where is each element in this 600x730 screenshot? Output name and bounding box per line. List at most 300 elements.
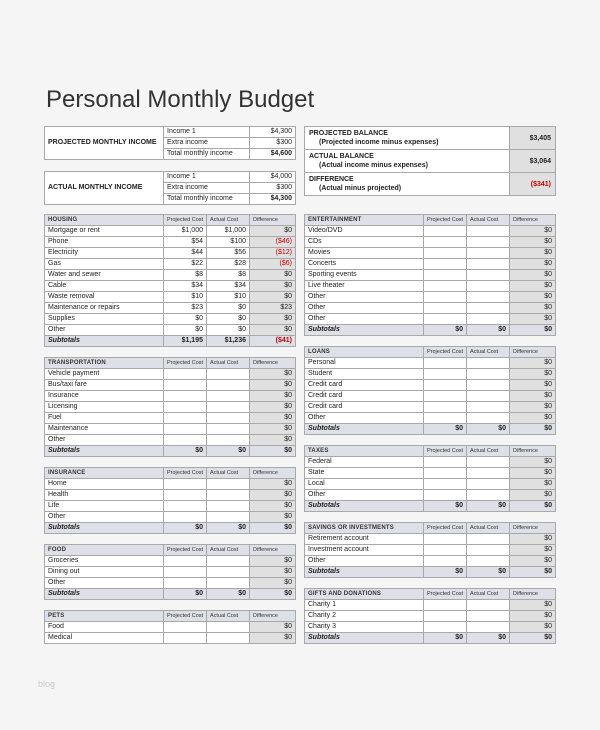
table-row: [305, 237, 556, 248]
projected-cost-cell[interactable]: [164, 402, 207, 413]
difference-cell: $0: [250, 501, 296, 512]
row-label: Health: [45, 490, 164, 501]
row-label: Gas: [45, 259, 164, 270]
income-value[interactable]: $4,300: [250, 127, 296, 138]
actual-income-label: ACTUAL MONTHLY INCOME: [45, 172, 164, 205]
projected-cost-cell[interactable]: [424, 556, 467, 567]
projected-cost-cell[interactable]: [164, 622, 207, 633]
difference-cell: $0: [510, 468, 556, 479]
projected-cost-cell[interactable]: [424, 479, 467, 490]
subtotal-row: [45, 446, 296, 457]
subtotal-difference: $0: [510, 424, 556, 435]
projected-cost-cell[interactable]: [424, 490, 467, 501]
row-label: Credit card: [305, 391, 424, 402]
table-row: [305, 402, 556, 413]
projected-cost-cell[interactable]: [424, 281, 467, 292]
row-label: Federal: [305, 457, 424, 468]
actual-cost-cell[interactable]: $0: [207, 325, 250, 336]
projected-cost-cell[interactable]: [164, 369, 207, 380]
table-row: [45, 325, 296, 336]
table-row: [305, 292, 556, 303]
actual-cost-cell[interactable]: [207, 556, 250, 567]
actual-cost-cell[interactable]: [467, 226, 510, 237]
row-label: Charity 2: [305, 611, 424, 622]
projected-cost-cell[interactable]: $34: [164, 281, 207, 292]
difference-cell: ($46): [250, 237, 296, 248]
row-label: Concerts: [305, 259, 424, 270]
row-label: Food: [45, 622, 164, 633]
difference-cell: $0: [250, 633, 296, 644]
projected-cost-cell[interactable]: [164, 512, 207, 523]
row-label: Medical: [45, 633, 164, 644]
projected-cost-cell[interactable]: [164, 424, 207, 435]
income-total: $4,600: [250, 149, 296, 160]
column-header-actual: Actual Cost: [207, 611, 250, 622]
table-row: [305, 226, 556, 237]
income-value[interactable]: $300: [250, 138, 296, 149]
table-row: [45, 237, 296, 248]
section-title: FOOD: [45, 545, 164, 556]
column-header-projected: Projected Cost: [424, 523, 467, 534]
subtotal-row: [45, 523, 296, 534]
actual-cost-cell[interactable]: [207, 501, 250, 512]
difference-cell: $0: [510, 545, 556, 556]
subtotal-label: Subtotals: [45, 446, 164, 457]
projected-cost-cell[interactable]: $0: [164, 325, 207, 336]
actual-cost-cell[interactable]: $28: [207, 259, 250, 270]
actual-cost-cell[interactable]: [467, 292, 510, 303]
table-row: [45, 380, 296, 391]
difference-cell: $0: [510, 479, 556, 490]
row-label: Other: [305, 303, 424, 314]
difference-cell: $0: [510, 490, 556, 501]
projected-cost-cell[interactable]: [164, 391, 207, 402]
projected-cost-cell[interactable]: [164, 501, 207, 512]
subtotal-projected: $0: [424, 501, 467, 512]
section-title: SAVINGS OR INVESTMENTS: [305, 523, 424, 534]
actual-cost-cell[interactable]: $0: [207, 314, 250, 325]
difference-cell: $0: [510, 600, 556, 611]
subtotal-difference: $0: [250, 589, 296, 600]
income-label: Total monthly income: [164, 149, 250, 160]
row-label: Other: [305, 292, 424, 303]
actual-cost-cell[interactable]: [467, 369, 510, 380]
row-label: Credit card: [305, 402, 424, 413]
actual-cost-cell[interactable]: [207, 424, 250, 435]
column-header-projected: Projected Cost: [164, 545, 207, 556]
actual-cost-cell[interactable]: [467, 380, 510, 391]
table-row: [45, 578, 296, 589]
actual-cost-cell[interactable]: [467, 402, 510, 413]
table-row: [45, 479, 296, 490]
row-label: Charity 3: [305, 622, 424, 633]
row-label: Other: [305, 413, 424, 424]
column-header-actual: Actual Cost: [467, 347, 510, 358]
difference-cell: $0: [510, 622, 556, 633]
expense-section-savings-or-investments: [304, 522, 556, 578]
projected-cost-cell[interactable]: [424, 600, 467, 611]
projected-cost-cell[interactable]: [424, 534, 467, 545]
difference-cell: $0: [510, 556, 556, 567]
projected-cost-cell[interactable]: [424, 270, 467, 281]
column-header-actual: Actual Cost: [467, 215, 510, 226]
table-row: [305, 413, 556, 424]
expense-section-transportation: [44, 357, 296, 457]
column-header-actual: Actual Cost: [207, 545, 250, 556]
projected-cost-cell[interactable]: $54: [164, 237, 207, 248]
column-header-difference: Difference: [250, 468, 296, 479]
actual-cost-cell[interactable]: [467, 237, 510, 248]
row-label: Fuel: [45, 413, 164, 424]
projected-cost-cell[interactable]: [424, 545, 467, 556]
column-header-actual: Actual Cost: [207, 468, 250, 479]
difference-cell: $0: [510, 413, 556, 424]
difference-cell: $0: [250, 270, 296, 281]
actual-cost-cell[interactable]: [467, 303, 510, 314]
subtotal-projected: $0: [424, 567, 467, 578]
table-row: [45, 413, 296, 424]
row-label: Live theater: [305, 281, 424, 292]
table-row: [305, 622, 556, 633]
actual-cost-cell[interactable]: $1,000: [207, 226, 250, 237]
balance-summary-table: [304, 126, 556, 196]
projected-cost-cell[interactable]: [164, 633, 207, 644]
difference-cell: $0: [250, 325, 296, 336]
table-row: [45, 435, 296, 446]
projected-cost-cell[interactable]: [164, 578, 207, 589]
column-header-projected: Projected Cost: [424, 215, 467, 226]
table-row: [305, 600, 556, 611]
table-row: [45, 402, 296, 413]
projected-cost-cell[interactable]: [424, 611, 467, 622]
actual-cost-cell[interactable]: [467, 622, 510, 633]
actual-cost-cell[interactable]: [467, 270, 510, 281]
difference-cell: $0: [250, 226, 296, 237]
actual-cost-cell[interactable]: $34: [207, 281, 250, 292]
actual-cost-cell[interactable]: $10: [207, 292, 250, 303]
actual-cost-cell[interactable]: [467, 391, 510, 402]
projected-cost-cell[interactable]: [424, 468, 467, 479]
projected-cost-cell[interactable]: [164, 435, 207, 446]
projected-cost-cell[interactable]: [424, 226, 467, 237]
difference-cell: $0: [510, 281, 556, 292]
projected-cost-cell[interactable]: $44: [164, 248, 207, 259]
actual-cost-cell[interactable]: [207, 490, 250, 501]
projected-cost-cell[interactable]: [424, 402, 467, 413]
difference-cell: $0: [250, 402, 296, 413]
difference-cell: ($6): [250, 259, 296, 270]
subtotal-label: Subtotals: [305, 424, 424, 435]
subtotal-label: Subtotals: [305, 501, 424, 512]
difference-label: DIFFERENCE (Actual minus projected): [305, 173, 510, 196]
actual-cost-cell[interactable]: [207, 633, 250, 644]
projected-cost-cell[interactable]: [424, 457, 467, 468]
table-row: [305, 358, 556, 369]
income-value[interactable]: $4,000: [250, 172, 296, 183]
table-row: [45, 303, 296, 314]
actual-cost-cell[interactable]: [207, 380, 250, 391]
difference-cell: $0: [510, 391, 556, 402]
row-label: Other: [45, 325, 164, 336]
projected-cost-cell[interactable]: [424, 413, 467, 424]
subtotal-difference: $0: [250, 523, 296, 534]
row-label: Sporting events: [305, 270, 424, 281]
difference-cell: $0: [250, 380, 296, 391]
projected-cost-cell[interactable]: [164, 413, 207, 424]
difference-cell: $0: [510, 292, 556, 303]
actual-cost-cell[interactable]: [467, 534, 510, 545]
difference-cell: $0: [250, 292, 296, 303]
table-row: [45, 556, 296, 567]
actual-cost-cell[interactable]: [207, 435, 250, 446]
page-title: Personal Monthly Budget: [46, 86, 315, 113]
subtotal-actual: $0: [467, 633, 510, 644]
actual-cost-cell[interactable]: [467, 479, 510, 490]
row-label: Video/DVD: [305, 226, 424, 237]
table-row: [305, 303, 556, 314]
projected-cost-cell[interactable]: [424, 369, 467, 380]
actual-cost-cell[interactable]: [467, 545, 510, 556]
difference-cell: $0: [250, 413, 296, 424]
actual-cost-cell[interactable]: $0: [207, 303, 250, 314]
actual-cost-cell[interactable]: [467, 259, 510, 270]
actual-cost-cell[interactable]: [467, 281, 510, 292]
actual-cost-cell[interactable]: [467, 468, 510, 479]
projected-cost-cell[interactable]: $22: [164, 259, 207, 270]
row-label: Home: [45, 479, 164, 490]
subtotal-row: [305, 501, 556, 512]
difference-cell: $0: [250, 512, 296, 523]
subtotal-actual: $0: [207, 523, 250, 534]
table-row: [305, 270, 556, 281]
actual-cost-cell[interactable]: $56: [207, 248, 250, 259]
expense-section-entertainment: [304, 214, 556, 336]
table-row: [305, 534, 556, 545]
column-header-difference: Difference: [510, 523, 556, 534]
table-row: [45, 369, 296, 380]
column-header-difference: Difference: [250, 545, 296, 556]
actual-cost-cell[interactable]: [207, 391, 250, 402]
difference-cell: $0: [510, 358, 556, 369]
projected-cost-cell[interactable]: [164, 380, 207, 391]
subtotal-row: [305, 567, 556, 578]
table-row: [305, 369, 556, 380]
row-label: Mortgage or rent: [45, 226, 164, 237]
actual-cost-cell[interactable]: [207, 479, 250, 490]
column-header-projected: Projected Cost: [424, 589, 467, 600]
column-header-difference: Difference: [510, 347, 556, 358]
difference-cell: $0: [510, 369, 556, 380]
projected-cost-cell[interactable]: $0: [164, 314, 207, 325]
expense-section-taxes: [304, 445, 556, 512]
difference-cell: $0: [510, 534, 556, 545]
row-label: Charity 1: [305, 600, 424, 611]
table-row: [45, 226, 296, 237]
subtotal-label: Subtotals: [45, 589, 164, 600]
subtotal-row: [305, 325, 556, 336]
table-row: [305, 556, 556, 567]
subtotal-actual: $1,236: [207, 336, 250, 347]
projected-cost-cell[interactable]: [164, 490, 207, 501]
projected-income-label: PROJECTED MONTHLY INCOME: [45, 127, 164, 160]
expense-section-gifts-and-donations: [304, 588, 556, 644]
difference-cell: $0: [250, 622, 296, 633]
section-title: TAXES: [305, 446, 424, 457]
projected-cost-cell[interactable]: [164, 556, 207, 567]
table-row: [45, 633, 296, 644]
subtotal-actual: $0: [207, 589, 250, 600]
actual-cost-cell[interactable]: [467, 314, 510, 325]
row-label: Insurance: [45, 391, 164, 402]
row-label: Vehicle payment: [45, 369, 164, 380]
subtotal-difference: ($41): [250, 336, 296, 347]
projected-cost-cell[interactable]: $10: [164, 292, 207, 303]
expense-section-insurance: [44, 467, 296, 534]
subtotal-label: Subtotals: [45, 523, 164, 534]
difference-cell: $0: [510, 259, 556, 270]
table-row: [45, 391, 296, 402]
actual-cost-cell[interactable]: [467, 490, 510, 501]
subtotal-label: Subtotals: [305, 633, 424, 644]
difference-cell: $23: [250, 303, 296, 314]
row-label: Bus/taxi fare: [45, 380, 164, 391]
difference-cell: $0: [250, 556, 296, 567]
subtotal-row: [45, 589, 296, 600]
income-label: Income 1: [164, 172, 250, 183]
actual-cost-cell[interactable]: [467, 611, 510, 622]
column-header-actual: Actual Cost: [207, 215, 250, 226]
actual-cost-cell[interactable]: [207, 369, 250, 380]
difference-cell: ($12): [250, 248, 296, 259]
subtotal-label: Subtotals: [305, 325, 424, 336]
table-row: [45, 248, 296, 259]
projected-cost-cell[interactable]: [424, 248, 467, 259]
column-header-difference: Difference: [250, 611, 296, 622]
actual-cost-cell[interactable]: $100: [207, 237, 250, 248]
actual-cost-cell[interactable]: [467, 413, 510, 424]
projected-cost-cell[interactable]: [424, 259, 467, 270]
projected-cost-cell[interactable]: [164, 567, 207, 578]
section-title: GIFTS AND DONATIONS: [305, 589, 424, 600]
table-row: [305, 391, 556, 402]
projected-cost-cell[interactable]: [424, 314, 467, 325]
projected-cost-cell[interactable]: [424, 622, 467, 633]
projected-cost-cell[interactable]: [424, 303, 467, 314]
row-label: Water and sewer: [45, 270, 164, 281]
difference-cell: $0: [250, 369, 296, 380]
watermark: blog: [38, 679, 56, 689]
actual-cost-cell[interactable]: [467, 556, 510, 567]
left-expense-column: [44, 214, 295, 644]
actual-cost-cell[interactable]: [207, 567, 250, 578]
subtotal-projected: $0: [164, 446, 207, 457]
projected-cost-cell[interactable]: [424, 237, 467, 248]
row-label: Licensing: [45, 402, 164, 413]
table-row: [305, 490, 556, 501]
table-row: [305, 457, 556, 468]
row-label: Supplies: [45, 314, 164, 325]
difference-cell: $0: [250, 314, 296, 325]
projected-cost-cell[interactable]: [424, 391, 467, 402]
actual-cost-cell[interactable]: [207, 622, 250, 633]
subtotal-row: [305, 424, 556, 435]
column-header-difference: Difference: [510, 589, 556, 600]
row-label: Credit card: [305, 380, 424, 391]
column-header-projected: Projected Cost: [164, 358, 207, 369]
row-label: Phone: [45, 237, 164, 248]
row-label: Waste removal: [45, 292, 164, 303]
projected-cost-cell[interactable]: [424, 380, 467, 391]
row-label: Other: [305, 556, 424, 567]
actual-cost-cell[interactable]: [467, 600, 510, 611]
row-label: Electricity: [45, 248, 164, 259]
difference-cell: $0: [510, 270, 556, 281]
difference-cell: $0: [510, 303, 556, 314]
subtotal-actual: $0: [467, 325, 510, 336]
income-label: Total monthly income: [164, 194, 250, 205]
actual-cost-cell[interactable]: [207, 512, 250, 523]
subtotal-projected: $0: [164, 523, 207, 534]
table-row: [305, 545, 556, 556]
subtotal-row: [45, 336, 296, 347]
actual-cost-cell[interactable]: $8: [207, 270, 250, 281]
difference-cell: $0: [250, 578, 296, 589]
actual-cost-cell[interactable]: [207, 413, 250, 424]
actual-cost-cell[interactable]: [467, 358, 510, 369]
column-header-difference: Difference: [510, 446, 556, 457]
actual-cost-cell[interactable]: [207, 578, 250, 589]
section-title: PETS: [45, 611, 164, 622]
row-label: Maintenance: [45, 424, 164, 435]
actual-balance-label: ACTUAL BALANCE (Actual income minus expenses): [305, 150, 510, 173]
projected-cost-cell[interactable]: [164, 479, 207, 490]
actual-balance-value: $3,064: [510, 150, 556, 173]
row-label: Retirement account: [305, 534, 424, 545]
projected-cost-cell[interactable]: $8: [164, 270, 207, 281]
subtotal-difference: $0: [250, 446, 296, 457]
projected-cost-cell[interactable]: $23: [164, 303, 207, 314]
difference-cell: $0: [510, 402, 556, 413]
section-title: HOUSING: [45, 215, 164, 226]
projected-cost-cell[interactable]: [424, 292, 467, 303]
section-title: TRANSPORTATION: [45, 358, 164, 369]
subtotal-actual: $0: [467, 567, 510, 578]
subtotal-projected: $0: [424, 424, 467, 435]
table-row: [45, 512, 296, 523]
subtotal-difference: $0: [510, 501, 556, 512]
row-label: Groceries: [45, 556, 164, 567]
table-row: [45, 281, 296, 292]
projected-cost-cell[interactable]: $1,000: [164, 226, 207, 237]
row-label: Cable: [45, 281, 164, 292]
expense-section-pets: [44, 610, 296, 644]
column-header-projected: Projected Cost: [164, 611, 207, 622]
subtotal-label: Subtotals: [305, 567, 424, 578]
column-header-difference: Difference: [250, 358, 296, 369]
subtotal-actual: $0: [467, 424, 510, 435]
actual-cost-cell[interactable]: [467, 457, 510, 468]
column-header-difference: Difference: [510, 215, 556, 226]
difference-cell: $0: [250, 424, 296, 435]
expense-section-loans: [304, 346, 556, 435]
income-value[interactable]: $300: [250, 183, 296, 194]
actual-cost-cell[interactable]: [467, 248, 510, 259]
subtotal-actual: $0: [207, 446, 250, 457]
subtotal-row: [305, 633, 556, 644]
projected-cost-cell[interactable]: [424, 358, 467, 369]
actual-cost-cell[interactable]: [207, 402, 250, 413]
subtotal-projected: $0: [424, 633, 467, 644]
